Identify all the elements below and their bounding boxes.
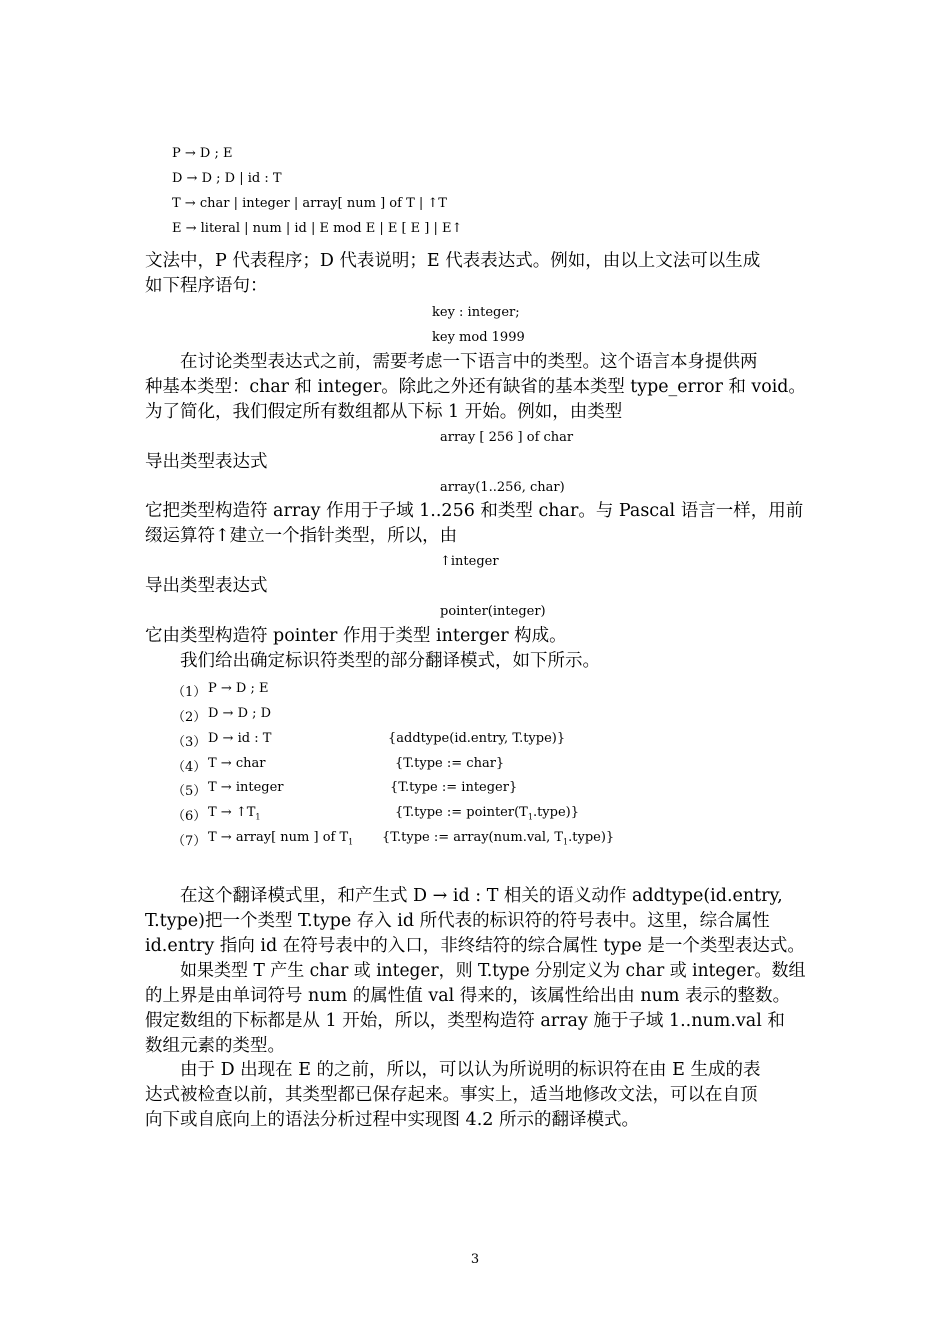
rule-number: （4）: [172, 760, 207, 775]
rule-production: P → D ; E: [208, 681, 269, 696]
rule-production: T → char: [208, 756, 266, 771]
rule-action: {T.type := char}: [395, 756, 505, 771]
subscript: 1: [255, 812, 261, 822]
grammar-line: D → D ; D | id : T: [172, 171, 282, 186]
paragraph-line: 由于 D 出现在 E 的之前，所以，可以认为所说明的标识符在由 E 生成的表: [180, 1060, 761, 1080]
example-type-decl: ↑integer: [440, 554, 499, 569]
paragraph-line: 向下或自底向上的语法分析过程中实现图 4.2 所示的翻译模式。: [145, 1110, 639, 1130]
rule-production: [208, 830, 353, 847]
grammar-line: P → D ; E: [172, 146, 233, 161]
rule-number: （5）: [172, 784, 207, 799]
rule-action: [382, 830, 614, 847]
rule-production: D → D ; D: [208, 706, 272, 721]
subscript: 1: [348, 837, 354, 847]
rule-production-text: T → ↑T: [208, 805, 256, 820]
paragraph-line: 达式被检查以前，其类型都已保存起来。事实上，适当地修改文法，可以在自顶: [145, 1085, 758, 1105]
paragraph-line: 在这个翻译模式里，和产生式 D → id : T 相关的语义动作 addtype(id.entry,: [180, 886, 783, 906]
rule-action: {T.type := integer}: [390, 780, 518, 795]
rule-action-text: {T.type := pointer(T: [395, 805, 528, 820]
paragraph-line: 我们给出确定标识符类型的部分翻译模式，如下所示。: [180, 651, 600, 671]
paragraph-line: 导出类型表达式: [145, 452, 268, 472]
rule-action-text: .type)}: [568, 830, 615, 845]
example-type-decl: array [ 256 ] of char: [440, 430, 574, 445]
page-number: 3: [470, 1252, 480, 1267]
rule-production: [208, 805, 261, 822]
grammar-line: E → literal | num | id | E mod E | E [ E ] | E↑: [172, 221, 463, 236]
paragraph-line: 如下程序语句：: [145, 276, 268, 296]
rule-number: （1）: [172, 685, 207, 700]
subscript: 1: [563, 837, 569, 847]
rule-production: D → id : T: [208, 731, 272, 746]
paragraph-line: 在讨论类型表达式之前，需要考虑一下语言中的类型。这个语言本身提供两: [180, 352, 758, 372]
example-type-expr: pointer(integer): [440, 604, 546, 619]
paragraph-line: 如果类型 T 产生 char 或 integer，则 T.type 分别定义为 char 或 integer。数组: [180, 961, 806, 981]
paragraph-line: 它把类型构造符 array 作用于子域 1..256 和类型 char。与 Pascal 语言一样，用前: [145, 501, 804, 521]
paragraph-line: id.entry 指向 id 在符号表中的入口，非终结符的综合属性 type 是一个类型表达式。: [145, 936, 805, 956]
paragraph-line: 种基本类型：char 和 integer。除此之外还有缺省的基本类型 type_error 和 void。: [145, 377, 806, 397]
example-type-expr: array(1..256, char): [440, 480, 565, 495]
example-statement: key : integer;: [432, 305, 520, 320]
rule-action: {addtype(id.entry, T.type)}: [388, 731, 566, 746]
example-statement: key mod 1999: [432, 330, 525, 345]
rule-action: [395, 805, 579, 822]
grammar-line: T → char | integer | array[ num ] of T | ↑T: [172, 196, 447, 211]
subscript: 1: [527, 812, 533, 822]
paragraph-line: 数组元素的类型。: [145, 1036, 285, 1056]
rule-number: （6）: [172, 809, 207, 824]
paragraph-line: 它由类型构造符 pointer 作用于类型 interger 构成。: [145, 626, 567, 646]
paragraph-line: 文法中，P 代表程序；D 代表说明；E 代表表达式。例如，由以上文法可以生成: [145, 251, 761, 271]
paragraph-line: 为了简化，我们假定所有数组都从下标 1 开始。例如，由类型: [145, 402, 623, 422]
rule-production: T → integer: [208, 780, 284, 795]
paragraph-line: 假定数组的下标都是从 1 开始，所以，类型构造符 array 施于子域 1..num.val 和: [145, 1011, 785, 1031]
paragraph-line: 导出类型表达式: [145, 576, 268, 596]
paragraph-line: T.type)把一个类型 T.type 存入 id 所代表的标识符的符号表中。这里，综合属性: [145, 911, 770, 931]
rule-production-text: T → array[ num ] of T: [208, 830, 349, 845]
rule-number: （7）: [172, 834, 207, 849]
paragraph-line: 的上界是由单词符号 num 的属性值 val 得来的，该属性给出由 num 表示的整数。: [145, 986, 791, 1006]
rule-action-text: .type)}: [532, 805, 579, 820]
paragraph-line: 缀运算符↑建立一个指针类型，所以，由: [145, 526, 458, 546]
rule-action-text: {T.type := array(num.val, T: [382, 830, 564, 845]
rule-number: （2）: [172, 710, 207, 725]
rule-number: （3）: [172, 735, 207, 750]
